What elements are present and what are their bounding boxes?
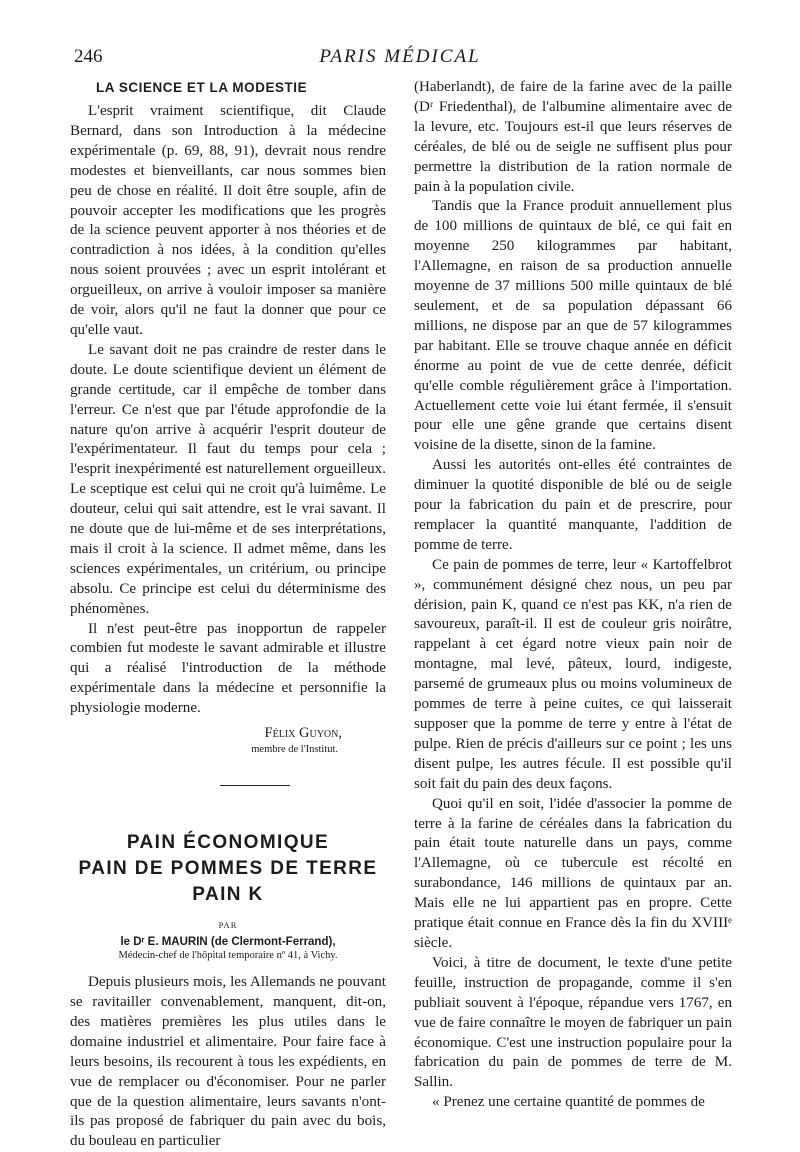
byline-par: PAR [218,920,238,931]
byline-author: le Dʳ E. MAURIN (de Clermont-Ferrand), [120,936,336,949]
paragraph: Aussi les autorités ont-elles été contraintes de diminuer la quotité disponible de blé ou de seigle pour la fabrication du pain et de prescrire, pour remplacer la quantité manquante, l'addition de pomme de terre. [414,457,732,553]
paragraph: « Prenez une certaine quantité de pommes de [432,1094,705,1111]
paragraph: (Haberlandt), de faire de la farine avec de la paille (Dʳ Friedenthal), de l'albumine alimentaire avec de la levure, etc. Toujours est-il que leurs réserves de céréales, de blé ou de seigle ne suffisent plus pour permettre la distribution de la ration normale de pain à la population civile. [414,79,732,195]
article-title-line: PAIN ÉCONOMIQUE [126,832,330,854]
running-head: PARIS MÉDICAL [319,46,481,67]
article-title-block [70,830,386,961]
page-number: 246 [74,46,103,67]
signature: Félix Guyon, [264,725,342,742]
byline-affiliation: Médecin-chef de l'hôpital temporaire nº 41, à Vichy. [118,950,338,962]
right-column [414,78,732,1113]
article-title-line: PAIN DE POMMES DE TERRE [78,858,378,880]
paragraph: Ce pain de pommes de terre, leur « Kartoffelbrot », communément désigné chez nous, un peu par dérision, pain K, quand ce n'est pas KK, n'a rien de savoureux, paraît-il. Il est de couleur gris noirâtre, rappelant à cet égard notre vieux pain noir de montagne, mal levé, pâteux, lourd, indigeste, parsemé de grumeaux plus ou moins volumineux de pommes de terre à peine cuites, ce qui laisserait supposer que la pomme de terre y entre à l'état de pulpe. Rien de précis d'ailleurs sur ce point ; les uns disent pulpe, les autres fécule. Il est possible qu'il soit fait du pain des deux façons. [414,556,732,792]
paragraph: Voici, à titre de document, le texte d'une petite feuille, instruction de propagande, comme il s'en publiait souvent à l'époque, répandue vers 1767, en vue de faire connaître le moyen de fabriquer un pain économique. C'est une instruction populaire pour la fabrication du pain de pommes de terre de M. Sallin. [414,954,732,1091]
paragraph: Il n'est peut-être pas inopportun de rappeler combien fut modeste le savant admirable et illustre qui a réalisé l'introduction de la méthode expérimentale dans la médecine et personnifie la physiologie moderne. [70,620,386,717]
section-heading: LA SCIENCE ET LA MODESTIE [96,80,308,95]
paragraph: Tandis que la France produit annuellement plus de 100 millions de quintaux de blé, ce qui fait en moyenne 250 kilogrammes par habitant, l'Allemagne, en raison de sa production annuelle moyenne de 37 millions 500 mille quintaux de blé seulement, et de sa population dépassant 66 millions, ne dispose par an que de 57 kilogrammes par habitant. Elle se trouve chaque année en déficit énorme au point de vue de cette denrée, déficit qu'elle comble régulièrement grâce à l'importation. Actuellement cette voie lui étant fermée, il s'ensuit pour elle une gêne grande que certains disent voisine de la disette, sinon de la famine. [414,198,732,454]
paragraph: Quoi qu'il en soit, l'idée d'associer la pomme de terre à la farine de céréales dans la fabrication du pain était toute naturelle dans un pays, comme l'Allemagne, où ce tubercule est récolté en surabondance, 146 millions de quintaux par an. Mais elle ne lui appartient pas en propre. Cette pratique était connue en France dès la fin du XVIIIᵉ siècle. [414,795,732,951]
article-body-left [70,973,386,1152]
paragraph: L'esprit vraiment scientifique, dit Claude Bernard, dans son Introduction à la médecine expérimentale (p. 69, 88, 91), devrait nous rendre modestes et bienveillants, car nous sommes bien peu de chose en réalité. Il doit être souple, afin de pouvoir accepter les modifications que les progrès de la science peuvent apporter à nos théories et de contradiction à nos idées, à la condition qu'elles nous soient prouvées ; avec un esprit intolérant et orgueilleux, on arrive à vouloir imposer sa manière de voir, alors qu'il ne faut la donner que pour ce qu'elle vaut. [70,103,386,338]
signature-role: membre de l'Institut. [251,744,338,756]
paragraph: Depuis plusieurs mois, les Allemands ne pouvant se ravitailler convenablement, manquent, dit-on, des matières premières les plus utiles dans le domaine industriel et alimentaire. Pour faire face à leurs besoins, ils recourent à tous les expédients, en vue de remplacer ou d'économiser. Pour ne parler que de la question alimentaire, leurs savants n'ont-ils pas proposé de fabriquer du pain avec du bois, du bouleau en particulier [70,974,386,1150]
article-title-line: PAIN K [192,884,264,906]
separator-rule [220,785,290,786]
paragraph: Le savant doit ne pas craindre de rester dans le doute. Le doute scientifique devient un élément de grande certitude, car il empêche de tomber dans l'erreur. Ce n'est que par l'étude approfondie de la nature qu'on arrive à acquérir l'esprit douteur de l'expérimentateur. Il faut du temps pour cela ; l'esprit inexpérimenté est naturellement orgueilleux. Le sceptique est celui qui ne croit qu'à luimême. Le douteur, celui qui sait attendre, est le vrai savant. Il ne doute que de lui-même et de ses interprétations, mais il croit à la science. Il admet même, dans les sciences expérimentales, un critérium, ou principe absolu. Ce principe est celui du déterminisme des phénomènes. [70,341,386,617]
left-column [70,78,386,1152]
